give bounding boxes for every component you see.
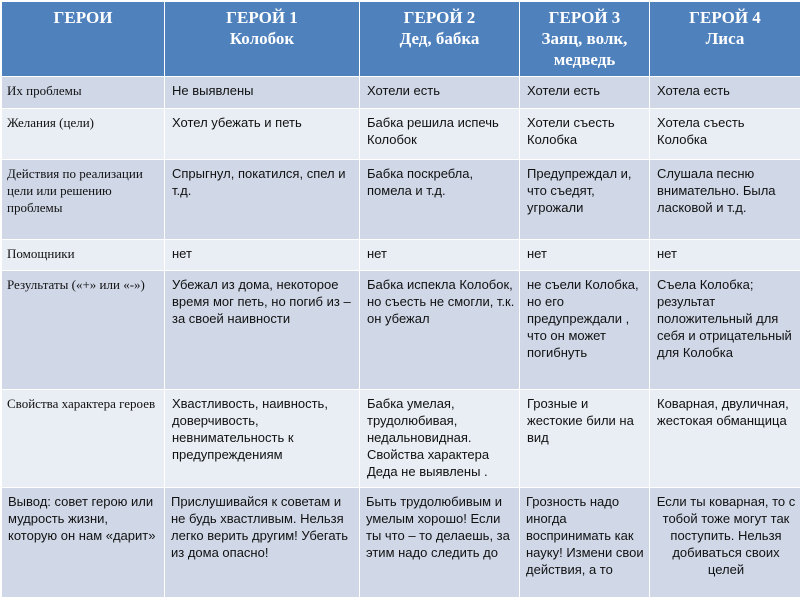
header-line2: Лиса — [705, 29, 745, 48]
table-row-traits — [2, 390, 800, 488]
table-cell: Если ты коварная, то с тобой тоже могут так поступить. Нельзя добиваться своих целей — [650, 488, 800, 598]
table-cell: Хотели съесть Колобка — [520, 109, 650, 160]
table-cell: Хотела съесть Колобка — [650, 109, 800, 160]
table-cell: Грозность надо иногда воспринимать как науку! Измени свои действия, а то — [520, 488, 650, 598]
row-label: Результаты («+» или «-») — [2, 271, 165, 390]
table-cell: нет — [360, 240, 520, 271]
table-cell: Прислушивайся к советам и не будь хвастливым. Нельзя легко верить другим! Убегать из дома опасно! — [165, 488, 360, 598]
table-cell: Убежал из дома, некоторое время мог петь, но погиб из – за своей наивности — [165, 271, 360, 390]
row-label: Их проблемы — [2, 77, 165, 109]
table-row-actions — [2, 160, 800, 240]
header-hero-3 — [520, 2, 650, 77]
table-cell: Спрыгнул, покатился, спел и т.д. — [165, 160, 360, 240]
row-label: Свойства характера героев — [2, 390, 165, 488]
header-line1: ГЕРОИ — [53, 8, 113, 27]
table-cell: Быть трудолюбивым и умелым хорошо! Если ты что – то делаешь, за этим надо следить до — [360, 488, 520, 598]
table-header-row — [2, 2, 800, 77]
table-cell: Бабка умелая, трудолюбивая, недальновидная. Свойства характера Деда не выявлены . — [360, 390, 520, 488]
row-label: Действия по реализации цели или решению проблемы — [2, 160, 165, 240]
header-hero-4 — [650, 2, 800, 77]
table-cell: Предупреждал и, что съедят, угрожали — [520, 160, 650, 240]
header-heroes — [2, 2, 165, 77]
header-hero-1 — [165, 2, 360, 77]
table-cell: не съели Колобка, но его предупреждали , что он может погибнуть — [520, 271, 650, 390]
row-label: Вывод: совет герою или мудрость жизни, которую он нам «дарит» — [2, 488, 165, 598]
table-cell: Бабка поскребла, помела и т.д. — [360, 160, 520, 240]
header-line1: ГЕРОЙ 4 — [689, 8, 761, 27]
table-cell: нет — [520, 240, 650, 271]
heroes-table — [1, 1, 800, 598]
header-line2: Заяц, волк, медведь — [541, 29, 628, 69]
header-line2: Дед, бабка — [399, 29, 480, 48]
table-cell: Хотели есть — [360, 77, 520, 109]
table-cell: Слушала песню внимательно. Была ласковой и т.д. — [650, 160, 800, 240]
row-label: Помощники — [2, 240, 165, 271]
table-cell: нет — [650, 240, 800, 271]
table-cell: нет — [165, 240, 360, 271]
table-cell: Съела Колобка; результат положительный для себя и отрицательный для Колобка — [650, 271, 800, 390]
table-cell: Хвастливость, наивность, доверчивость, невнимательность к предупреждениям — [165, 390, 360, 488]
table-row-goals — [2, 109, 800, 160]
header-line2: Колобок — [229, 29, 295, 48]
header-line1: ГЕРОЙ 3 — [548, 8, 621, 27]
header-line1: ГЕРОЙ 2 — [403, 8, 476, 27]
row-label: Желания (цели) — [2, 109, 165, 160]
table-cell: Коварная, двуличная, жестокая обманщица — [650, 390, 800, 488]
header-line1: ГЕРОЙ 1 — [226, 8, 298, 27]
table-cell: Хотел убежать и петь — [165, 109, 360, 160]
table-cell: Не выявлены — [165, 77, 360, 109]
table-cell: Хотели есть — [520, 77, 650, 109]
table-cell: Бабка испекла Колобок, но съесть не смогли, т.к. он убежал — [360, 271, 520, 390]
table-row-results — [2, 271, 800, 390]
table-row-problems — [2, 77, 800, 109]
table-cell: Хотела есть — [650, 77, 800, 109]
table-cell: Грозные и жестокие били на вид — [520, 390, 650, 488]
table-cell: Бабка решила испечь Колобок — [360, 109, 520, 160]
table-row-helpers — [2, 240, 800, 271]
header-hero-2 — [360, 2, 520, 77]
table-row-conclusion — [2, 488, 800, 598]
